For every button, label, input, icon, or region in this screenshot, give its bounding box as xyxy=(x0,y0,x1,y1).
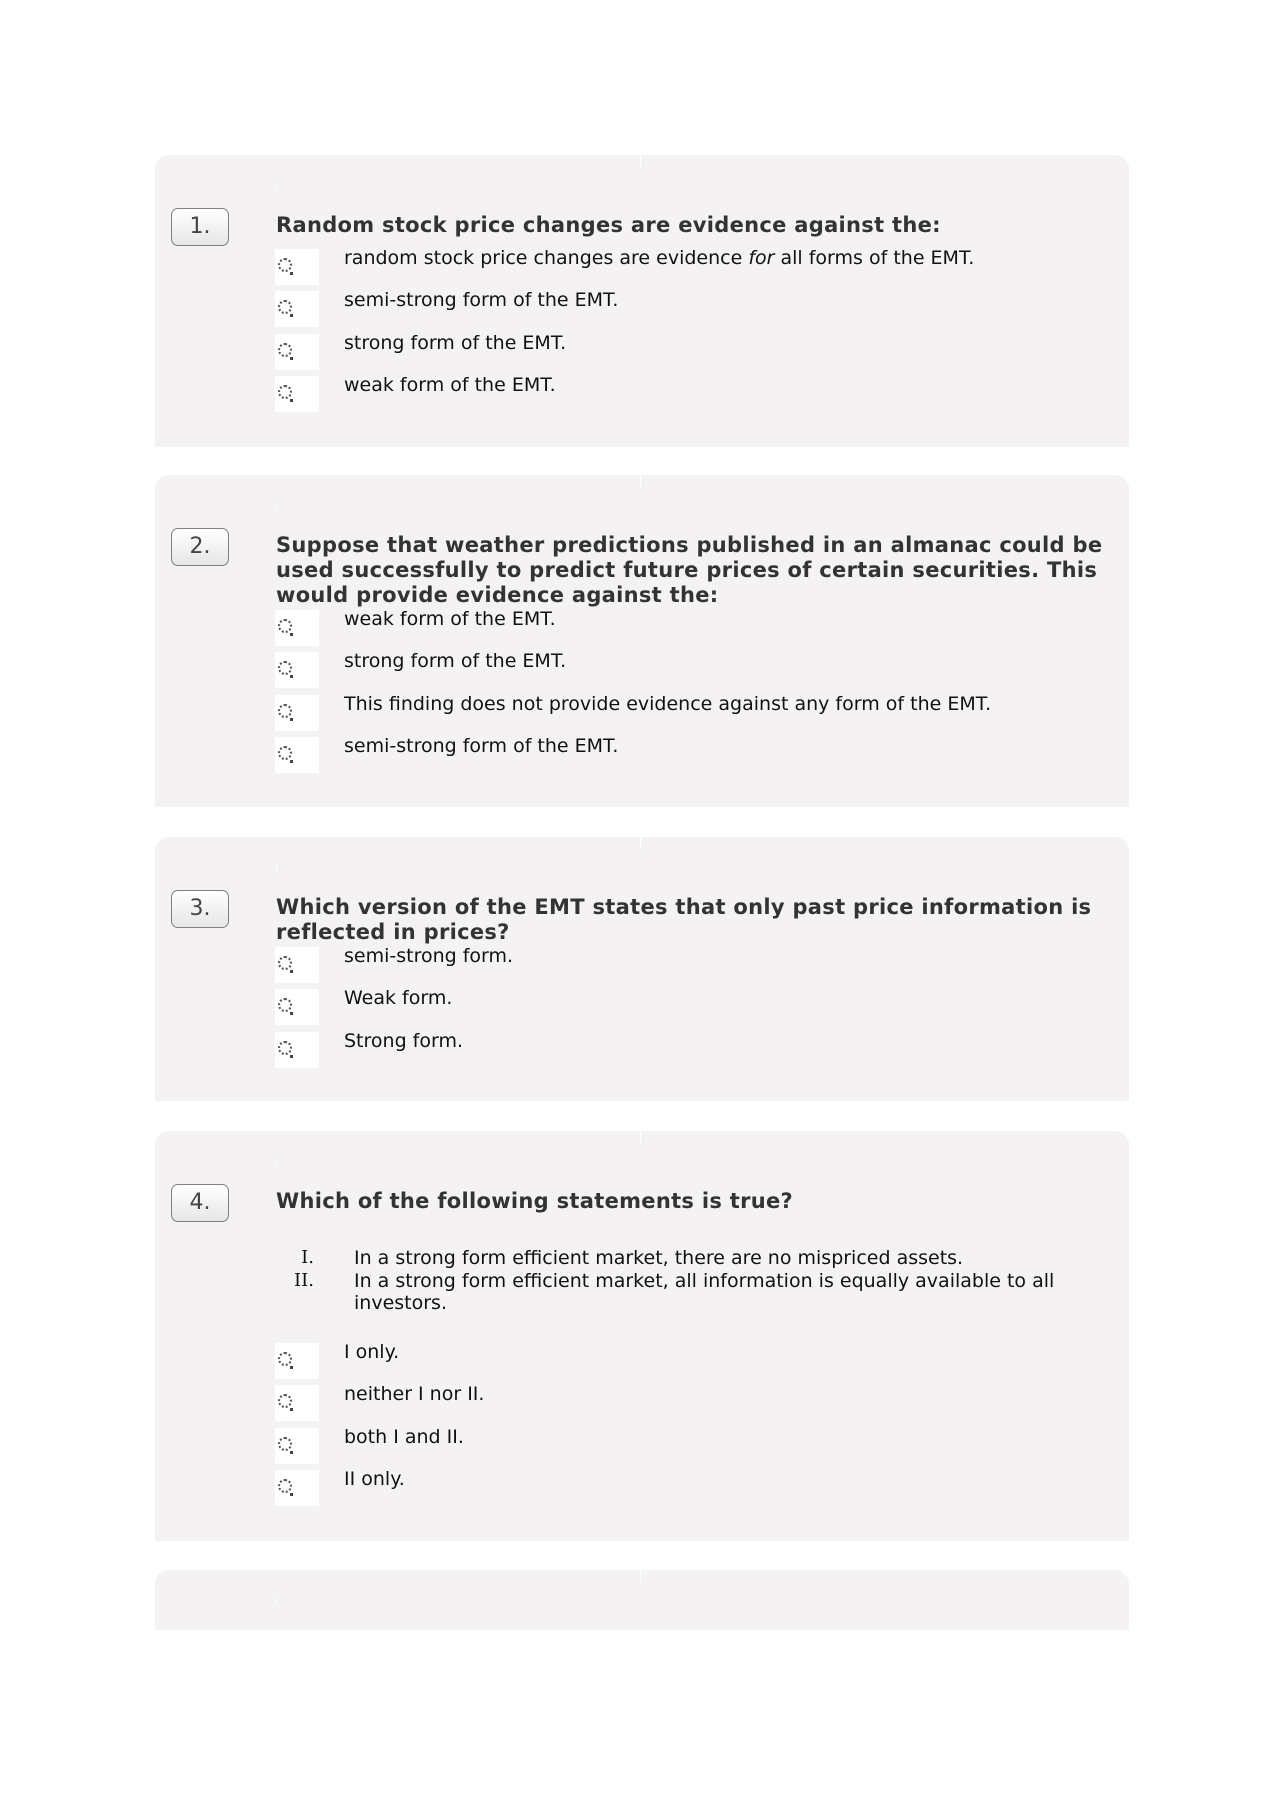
answer-option-label[interactable]: weak form of the EMT. xyxy=(344,608,556,630)
radio-button[interactable] xyxy=(275,610,319,646)
question-card-3 xyxy=(155,837,1129,1101)
card-marker xyxy=(276,503,277,510)
radio-circle-icon xyxy=(278,1394,292,1408)
statement-item xyxy=(276,1247,1076,1270)
radio-circle-icon xyxy=(278,1352,292,1366)
answer-option[interactable] xyxy=(275,1467,1095,1512)
radio-button[interactable] xyxy=(275,249,319,285)
card-marker xyxy=(276,183,277,190)
question-card-4 xyxy=(155,1131,1129,1541)
answer-option[interactable] xyxy=(275,692,1095,737)
answer-option[interactable] xyxy=(275,610,1095,652)
card-divider-tick xyxy=(640,837,641,849)
radio-button[interactable] xyxy=(275,376,319,412)
radio-circle-icon xyxy=(278,300,292,314)
card-marker xyxy=(276,1159,277,1166)
card-marker xyxy=(276,1598,277,1605)
question-card-1 xyxy=(155,155,1129,447)
question-text: Which version of the EMT states that only past price information is reflected in prices? xyxy=(276,895,1092,944)
answer-option[interactable] xyxy=(275,652,1095,694)
answer-option-label[interactable]: strong form of the EMT. xyxy=(344,331,567,354)
answer-option[interactable] xyxy=(275,373,1095,418)
radio-circle-icon xyxy=(278,258,292,272)
radio-button[interactable] xyxy=(275,334,319,370)
statement-number: I. xyxy=(301,1247,314,1268)
answer-options xyxy=(275,1343,1095,1512)
radio-button[interactable] xyxy=(275,1470,319,1506)
answer-option-label[interactable]: Weak form. xyxy=(344,987,453,1010)
radio-circle-icon xyxy=(278,704,292,718)
answer-option[interactable] xyxy=(275,331,1095,376)
card-divider-tick xyxy=(640,475,641,487)
answer-option-label[interactable]: neither I nor II. xyxy=(344,1383,485,1406)
question-card-2 xyxy=(155,475,1129,807)
statement-item xyxy=(276,1270,1076,1315)
answer-option[interactable] xyxy=(275,734,1095,779)
statement-number: II. xyxy=(294,1269,314,1291)
question-text: Which of the following statements is true? xyxy=(276,1189,794,1213)
radio-circle-icon xyxy=(278,661,292,675)
question-text: Suppose that weather predictions published in an almanac could be used successfully to predict future prices of certain securities. This would provide evidence against the: xyxy=(276,533,1103,607)
radio-circle-icon xyxy=(278,746,292,760)
radio-circle-icon xyxy=(278,343,292,357)
radio-circle-icon xyxy=(278,1479,292,1493)
emphasis-text: for xyxy=(748,247,775,269)
radio-circle-icon xyxy=(278,385,292,399)
question-number-badge: 4. xyxy=(171,1184,229,1222)
question-number-badge: 2. xyxy=(171,528,229,566)
radio-circle-icon xyxy=(278,998,292,1012)
answer-option-label[interactable]: This finding does not provide evidence against any form of the EMT. xyxy=(344,692,992,715)
radio-button[interactable] xyxy=(275,652,319,688)
card-marker xyxy=(276,865,277,872)
card-divider-tick xyxy=(640,1570,641,1582)
answer-option[interactable] xyxy=(275,249,1095,291)
radio-circle-icon xyxy=(278,1437,292,1451)
radio-button[interactable] xyxy=(275,737,319,773)
question-card-5 xyxy=(155,1570,1129,1630)
radio-button[interactable] xyxy=(275,695,319,731)
radio-button[interactable] xyxy=(275,1343,319,1379)
question-number-badge: 3. xyxy=(171,890,229,928)
answer-option-label[interactable]: random stock price changes are evidence for all forms of the EMT. xyxy=(344,247,975,269)
answer-option-label[interactable]: semi-strong form. xyxy=(344,945,514,967)
radio-circle-icon xyxy=(278,956,292,970)
radio-button[interactable] xyxy=(275,947,319,983)
answer-option-label[interactable]: both I and II. xyxy=(344,1425,464,1448)
answer-option-label[interactable]: Strong form. xyxy=(344,1029,464,1052)
radio-circle-icon xyxy=(278,1041,292,1055)
answer-option[interactable] xyxy=(275,989,1095,1031)
answer-option-label[interactable]: strong form of the EMT. xyxy=(344,650,567,673)
statement-text: In a strong form efficient market, all information is equally available to all investors. xyxy=(354,1269,1055,1314)
radio-button[interactable] xyxy=(275,291,319,327)
radio-button[interactable] xyxy=(275,1428,319,1464)
answer-option[interactable] xyxy=(275,1029,1095,1074)
answer-option-label[interactable]: weak form of the EMT. xyxy=(344,373,556,396)
card-divider-tick xyxy=(640,155,641,167)
card-divider-tick xyxy=(640,1131,641,1143)
answer-option[interactable] xyxy=(275,1385,1095,1427)
answer-option-label[interactable]: II only. xyxy=(344,1467,405,1490)
answer-options xyxy=(275,947,1095,1074)
answer-option[interactable] xyxy=(275,1343,1095,1385)
radio-button[interactable] xyxy=(275,1032,319,1068)
radio-button[interactable] xyxy=(275,989,319,1025)
statement-text: In a strong form efficient market, there are no mispriced assets. xyxy=(354,1247,964,1269)
question-number-badge: 1. xyxy=(171,208,229,246)
answer-option[interactable] xyxy=(275,947,1095,989)
answer-option-label[interactable]: semi-strong form of the EMT. xyxy=(344,289,619,312)
answer-options xyxy=(275,610,1095,779)
answer-options xyxy=(275,249,1095,418)
question-text: Random stock price changes are evidence against the: xyxy=(276,213,941,237)
statement-list xyxy=(276,1247,1076,1315)
answer-option[interactable] xyxy=(275,1425,1095,1470)
radio-button[interactable] xyxy=(275,1385,319,1421)
radio-circle-icon xyxy=(278,619,292,633)
answer-option-label[interactable]: semi-strong form of the EMT. xyxy=(344,734,619,757)
answer-option-label[interactable]: I only. xyxy=(344,1341,400,1363)
answer-option[interactable] xyxy=(275,291,1095,333)
